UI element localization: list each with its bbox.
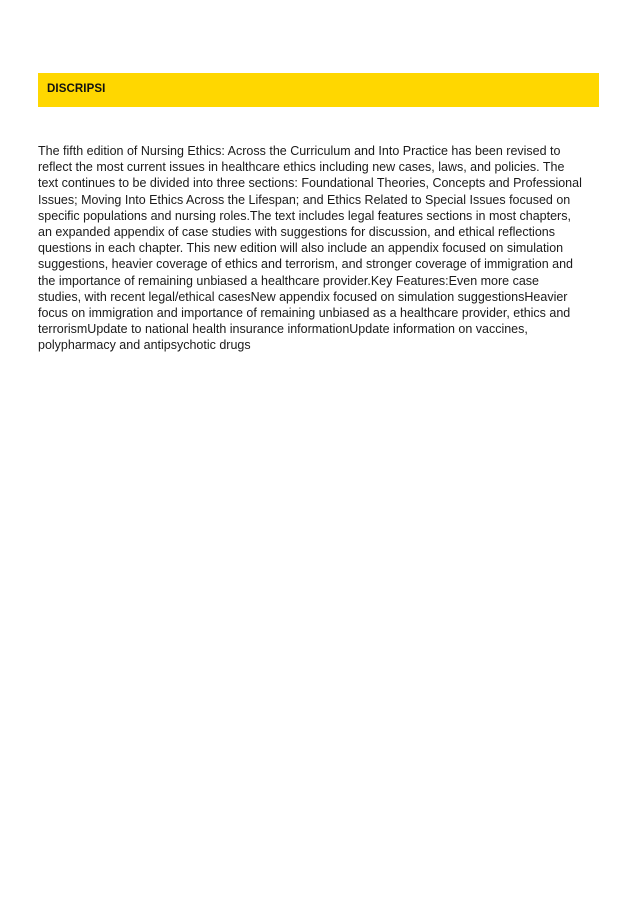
description-line: terrorismUpdate to national health insurance informationUpdate information on vaccines, (38, 322, 528, 337)
description-line: suggestions, heavier coverage of ethics and terrorism, and stronger coverage of immigration and (38, 257, 574, 272)
description-text (38, 143, 603, 354)
description-line: the importance of remaining unbiased a healthcare provider.Key Features:Even more case (38, 273, 539, 288)
description-line: text continues to be divided into three sections: Foundational Theories, Concepts and Professional (38, 176, 582, 191)
description-line: studies, with recent legal/ethical casesNew appendix focused on simulation suggestionsHeavier (38, 289, 568, 304)
description-line: The fifth edition of Nursing Ethics: Across the Curriculum and Into Practice has been revised to (38, 144, 561, 158)
description-line: focus on immigration and importance of remaining unbiased as a healthcare provider, ethics and (38, 306, 571, 321)
description-line: Issues; Moving Into Ethics Across the Lifespan; and Ethics Related to Special Issues focused on (38, 192, 571, 207)
description-line: polypharmacy and antipsychotic drugs (38, 338, 251, 353)
description-line: specific populations and nursing roles.The text includes legal features sections in most chapters, (38, 208, 571, 223)
section-header-bar (38, 73, 599, 107)
description-line: questions in each chapter. This new edition will also include an appendix focused on simulation (38, 241, 564, 256)
description-line: reflect the most current issues in healthcare ethics including new cases, laws, and policies. The (38, 160, 565, 175)
section-title: DISCRIPSI (47, 83, 106, 95)
description-line: an expanded appendix of case studies with suggestions for discussion, and ethical reflections (38, 225, 555, 240)
